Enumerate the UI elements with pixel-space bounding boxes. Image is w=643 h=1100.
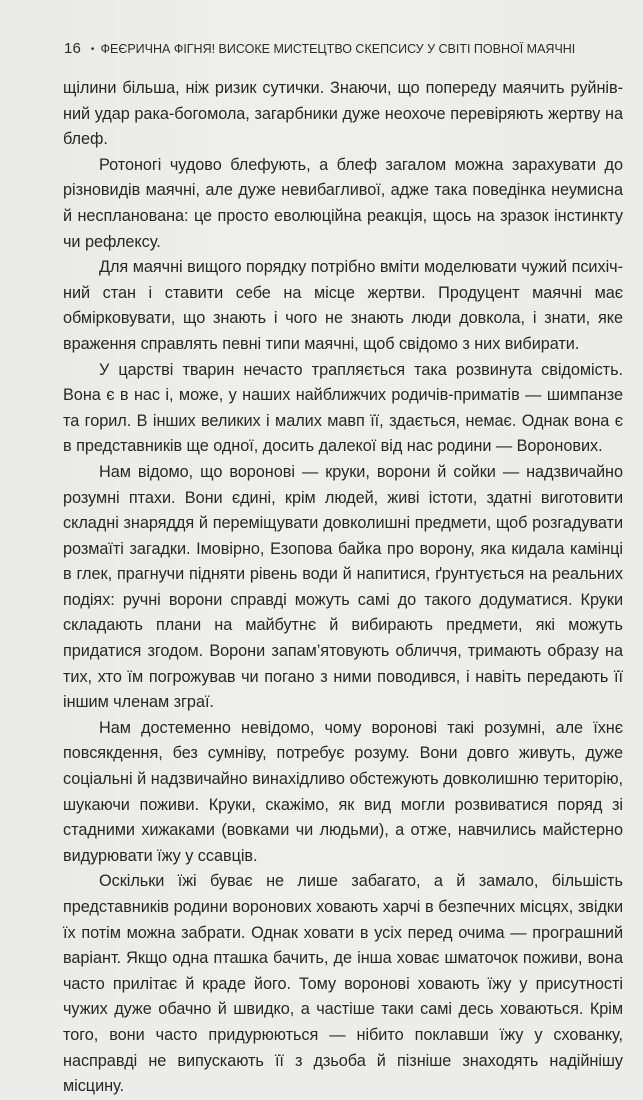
- header-bullet: •: [90, 44, 95, 55]
- paragraph: Для маячні вищого порядку потрібно вміти моделювати чужий психічний стан і ставити себе на місце жертви. Продуцент маячні має обмірковувати, що знають і чого не знають люди довкола, і знати, яке враження справлять певні типи маячні, щоб свідомо з них вибирати.: [63, 258, 623, 353]
- paragraph: Нам відомо, що воронові — круки, ворони й сойки — надзвичайно розумні птахи. Вони єдині, крім людей, живі істоти, здатні виготовити складні знаряддя й переміщувати довколишні предмети, щоб розгадувати розмаїті загадки. Імовірно, Езопова байка про ворону, яка кидала камінці в глек, прагнучи підняти рівень води й напитися, ґрунтується на реальних подіях: ручні ворони справді можуть самі до такого додуматися. Круки складають плани на майбутнє й вибирають предмети, які можуть придатися згодом. Ворони запам’ятовують обличчя, тримають образу на тих, хто їм погрожував чи погано з ними поводився, і навіть передають її іншим членам зграї.: [63, 462, 623, 712]
- paragraph: У царстві тварин нечасто трапляється така розвинута свідомість. Вона є в нас і, може, у наших найближчих родичів-приматів — шимпанзе та горил. В інших великих і малих мавп її, здається, немає. Однак вона є в представників ще одної, досить далекої від нас родини — Воронових.: [63, 360, 623, 456]
- running-header: [64, 40, 624, 57]
- paragraph: Нам достеменно невідомо, чому воронові такі розумні, але їхнє повсякдення, без сумніву, потребує розуму. Вони довго живуть, дуже соціальні й надзвичайно винахідливо обстежують довколишню територію, шукаючи поживи. Круки, скажімо, як вид могли розвиватися поряд зі стадними хижаками (вовками чи людьми), а отже, навчились майстерно видурювати їжу у ссавців.: [63, 718, 623, 865]
- body-text: [63, 76, 623, 1100]
- paragraph-continuation: щілини більша, ніж ризик сутички. Знаючи, що попереду маячить руйнівний удар рака-богомола, загарбники дуже неохоче перевіряють жертву на блеф.: [63, 79, 623, 149]
- page-number: 16: [64, 40, 81, 57]
- paragraph: Оскільки їжі буває не лише забагато, а й замало, більшість представників родини воронових ховають харчі в безпечних місцях, звідки їх потім можна забрати. Однак ховати в усіх перед очима — програшний варіант. Якщо одна пташка бачить, де інша ховає шматочок поживи, вона часто прилітає й краде його. Тому воронові ховають їжу у присутності чужих дуже обачно й швидко, а частіше таки самі десь ховаються. Крім того, вони часто придурюються — нібито поклавши їжу у схованку, насправді не випускають її з дзьоба й пізніше знаходять надійнішу місцину.: [63, 872, 623, 1096]
- running-title: ФЕЄРИЧНА ФІГНЯ! ВИСОКЕ МИСТЕЦТВО СКЕПСИСУ У СВІТІ ПОВНОЇ МАЯЧНІ: [100, 42, 576, 56]
- paragraph: Ротоногі чудово блефують, а блеф загалом можна зарахувати до різновидів маячні, але дуже невибагливої, адже така поведінка неумисна й неспланована: це просто еволюційна реакція, щось на зразок інстинкту чи рефлексу.: [63, 155, 623, 251]
